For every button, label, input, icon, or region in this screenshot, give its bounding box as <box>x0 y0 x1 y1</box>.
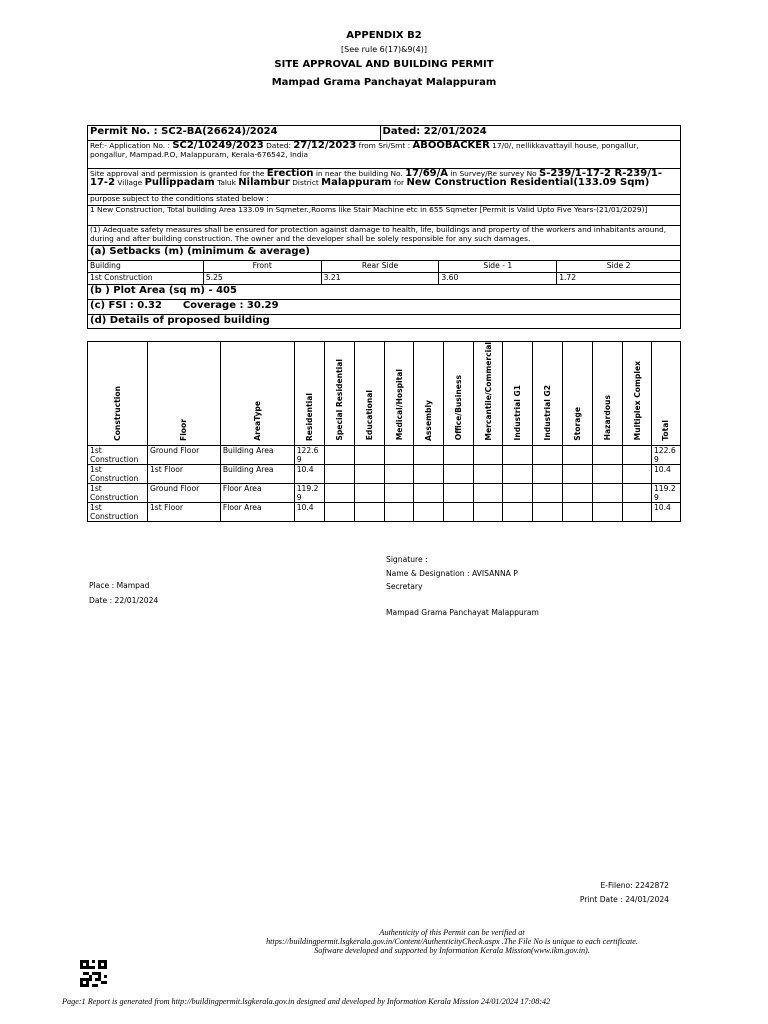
header-industrial-g2: Industrial G2 <box>543 385 553 441</box>
setback-side1: 3.60 <box>439 273 557 285</box>
table-row: 1st Construction Ground Floor Floor Area 119.29 119.29 <box>88 483 681 502</box>
applicant-name: ABOOBACKER <box>412 140 490 151</box>
qr-code-icon <box>80 960 107 987</box>
header-multiplex: Multiplex Complex <box>632 361 642 441</box>
signatory-designation: Secretary <box>386 582 423 591</box>
condition-2: (1) Adequate safety measures shall be ensured for protection against damage to health, life, buildings and property of the workers and inhabitants around, during and after building construction. The owner and the developer shall be solely responsible for any such damages. <box>88 226 681 246</box>
setback-rear: 3.21 <box>321 273 439 285</box>
fsi-coverage <box>88 300 681 315</box>
date: Date : 22/01/2024 <box>89 596 159 605</box>
setback-building: 1st Construction <box>88 273 204 285</box>
table-row: 1st Construction Ground Floor Building Area 122.69 122.69 <box>88 445 681 464</box>
conditions-intro: purpose subject to the conditions stated below : <box>88 195 681 206</box>
permit-table <box>87 125 681 329</box>
reference-block: Ref:- Application No. : SC2/10249/2023 Dated: 27/12/2023 from Sri/Smt : ABOOBACKER 17/0/, nellikkavattayil house, pongallur, pongallur, Mampad.P.O, Malappuram, Kerala-676542, India <box>88 141 681 169</box>
setback-side2: 1.72 <box>557 273 681 285</box>
signatory-office: Mampad Grama Panchayat Malappuram <box>386 608 539 617</box>
authenticity-note: Authenticity of this Permit can be verified at https://buildingpermit.lsgkerala.gov.in/Content/AuthenticityCheck.aspx .The File No is unique to each certificate. Software developed and supported by Information Kerala Mission(www.ikm.gov.in). <box>266 928 638 955</box>
name-designation: Name & Designation : AVISANNA P <box>386 569 518 578</box>
building-details-table <box>87 341 681 522</box>
table-row: 1st Construction 1st Floor Floor Area 10.4 10.4 <box>88 502 681 521</box>
setback-header-side2: Side 2 <box>557 261 681 273</box>
setback-front: 5.25 <box>203 273 321 285</box>
setback-header-front: Front <box>203 261 321 273</box>
grant-block: Site approval and permission is granted for the Erection in near the building No. 17/69/A in Survey/Re survey No S-239/1-17-2 R-239/1-17-2 Village Pullippadam Taluk Nilambur District Malappuram for New Construction Residential(133.09 Sqm) <box>88 169 681 195</box>
header-assembly: Assembly <box>424 399 434 441</box>
setbacks-title: (a) Setbacks (m) (minimum & average) <box>88 246 681 261</box>
efile-number: E-Fileno: 2242872 <box>600 881 669 890</box>
place: Place : Mampad <box>89 581 150 590</box>
header-mercantile: Mercantile/Commercial <box>483 342 493 441</box>
setback-header-building: Building <box>88 261 204 273</box>
header-industrial-g1: Industrial G1 <box>513 385 523 441</box>
header-educational: Educational <box>364 390 374 441</box>
fsi-value: (c) FSI : 0.32 <box>90 300 162 311</box>
header-hazardous: Hazardous <box>603 395 613 441</box>
signature-label: Signature : <box>386 555 428 564</box>
details-title: (d) Details of proposed building <box>88 315 681 329</box>
header-construction: Construction <box>112 385 122 441</box>
document-title: SITE APPROVAL AND BUILDING PERMIT <box>274 59 494 70</box>
setback-header-rear: Rear Side <box>321 261 439 273</box>
header-storage: Storage <box>573 406 583 441</box>
plot-area: (b ) Plot Area (sq m) - 405 <box>88 285 681 300</box>
application-number: SC2/10249/2023 <box>172 140 264 151</box>
details-header-row <box>88 342 681 446</box>
condition-1: 1 New Construction, Total building Area 133.09 in Sqmeter.,Rooms like Stair Machine etc in 655 Sqmeter [Permit is Valid Upto Five Years-(21/01/2029)] <box>88 206 681 226</box>
header-floor: Floor <box>179 418 189 441</box>
permit-number: Permit No. : SC2-BA(26624)/2024 <box>88 126 381 141</box>
header-residential: Residential <box>304 392 314 441</box>
signatory-name: AVISANNA P <box>471 569 518 578</box>
table-row: 1st Construction 1st Floor Building Area 10.4 10.4 <box>88 464 681 483</box>
setback-header-side1: Side - 1 <box>439 261 557 273</box>
appendix-heading: APPENDIX B2 <box>346 30 422 41</box>
application-date: 27/12/2023 <box>293 140 357 151</box>
permit-date: Dated: 22/01/2024 <box>380 126 680 141</box>
page-footer: Page:1 Report is generated from http://buildingpermit.lsgkerala.gov.in designed and developed by Information Kerala Mission 24/01/2024 17:08:42 <box>62 997 551 1006</box>
rule-reference: [See rule 6(17)&9(4)] <box>341 45 427 54</box>
coverage-value: Coverage : 30.29 <box>182 300 279 311</box>
applicant-address: 17/0/, nellikkavattayil house, pongallur, pongallur, Mampad.P.O, Malappuram, Kerala-676542, India <box>90 141 639 159</box>
header-medical: Medical/Hospital <box>394 369 404 441</box>
header-areatype: AreaType <box>252 400 262 441</box>
print-date: Print Date : 24/01/2024 <box>579 895 669 904</box>
issuing-authority: Mampad Grama Panchayat Malappuram <box>271 77 497 88</box>
header-office: Office/Business <box>454 375 464 441</box>
header-total: Total <box>661 419 671 441</box>
header-special-residential: Special Residential <box>334 358 344 441</box>
